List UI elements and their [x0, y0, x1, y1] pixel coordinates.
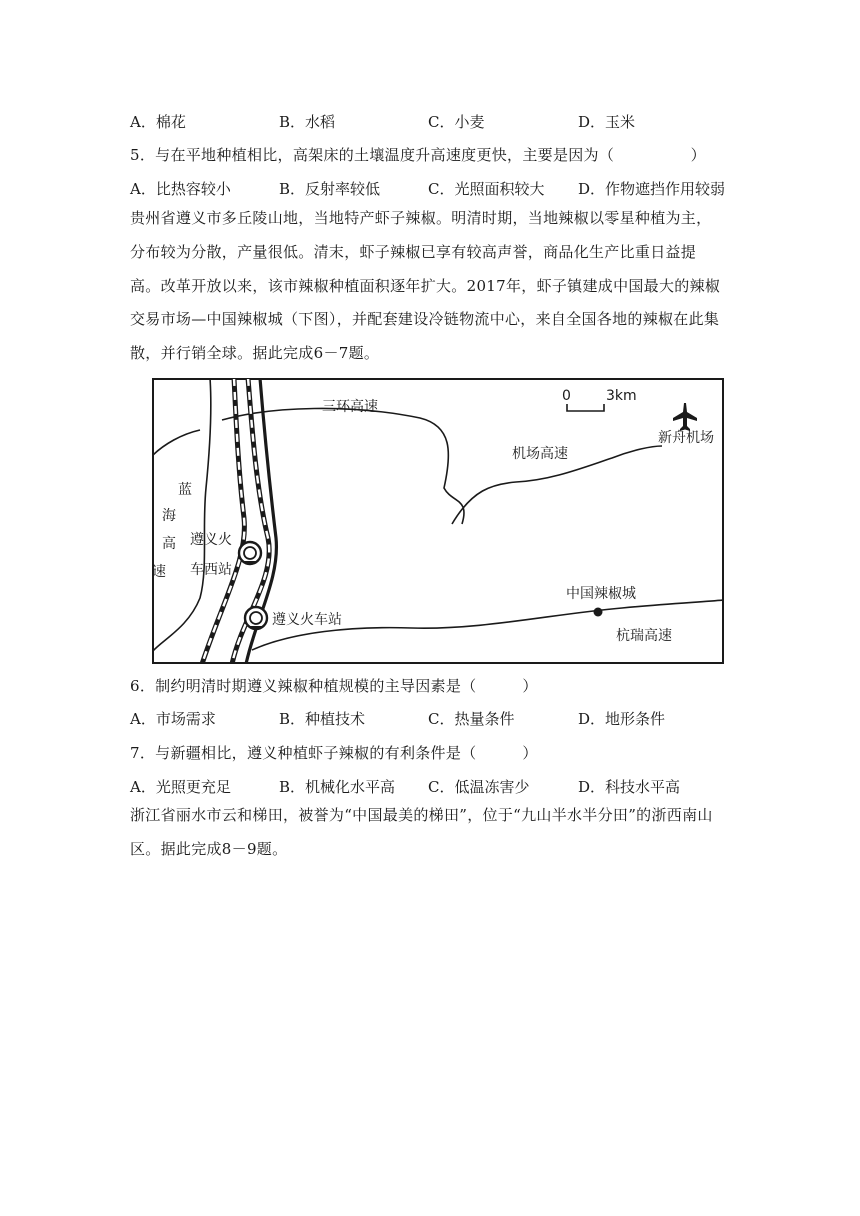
q5-option-c: C．光照面积较大 — [428, 180, 545, 198]
passage-zunyi-pepper: 贵州省遵义市多丘陵山地，当地特产虾子辣椒。明清时期，当地辣椒以零星种植为主，分布较为分散，产量很低。清末，虾子辣椒已享有较高声誉，商品化生产比重日益提高。改革开放以来，该市辣椒种植面积逐年扩大。2017年，虾子镇建成中国最大的辣椒交易市场—中国辣椒城（下图），并配套建设冷链物流中心，来自全国各地的辣椒在此集散，并行销全球。据此完成6－7题。 — [130, 209, 721, 363]
q7-option-c: C．低温冻害少 — [428, 778, 530, 796]
q5-option-b: B．反射率较低 — [279, 180, 381, 198]
label-ring-road: 三环高速 — [322, 399, 378, 415]
q5-option-a: A．比热容较小 — [130, 180, 231, 198]
q5-stem: 5．与在平地种植相比，高架床的土壤温度升高速度更快，主要是因为（ ） — [130, 146, 706, 164]
q6-option-b: B．种植技术 — [279, 710, 366, 728]
west-station-icon — [239, 542, 261, 564]
q4-option-a: A．棉花 — [130, 113, 186, 131]
label-scale-zero: 0 — [562, 388, 571, 404]
label-lanhai-3: 高 — [162, 536, 176, 552]
q4-option-c: C．小麦 — [428, 113, 485, 131]
q7-option-d: D．科技水平高 — [578, 778, 681, 796]
q7-options — [130, 777, 730, 797]
q6-stem: 6．制约明清时期遵义辣椒种植规模的主导因素是（ ） — [130, 677, 538, 695]
pepper-city-point — [594, 608, 603, 617]
q6-option-d: D．地形条件 — [578, 710, 666, 728]
q5-options — [130, 179, 730, 199]
label-pepper-city: 中国辣椒城 — [566, 586, 636, 602]
q7-stem: 7．与新疆相比，遵义种植虾子辣椒的有利条件是（ ） — [130, 744, 538, 762]
main-station-icon — [245, 607, 267, 629]
q6-options — [130, 709, 730, 729]
q7-option-b: B．机械化水平高 — [279, 778, 396, 796]
label-lanhai-2: 海 — [162, 508, 176, 524]
q6-option-c: C．热量条件 — [428, 710, 515, 728]
q4-option-d: D．玉米 — [578, 113, 636, 131]
label-main-station: 遵义火车站 — [272, 612, 342, 628]
q4-option-b: B．水稻 — [279, 113, 336, 131]
label-airport-road: 机场高速 — [512, 446, 568, 462]
q5-option-d: D．作物遮挡作用较弱 — [578, 180, 726, 198]
passage-yunhe-terraces: 浙江省丽水市云和梯田，被誉为“中国最美的梯田”，位于“九山半水半分田”的浙西南山区。据此完成8－9题。 — [130, 806, 713, 858]
label-airport: 新舟机场 — [658, 430, 714, 446]
q6-option-a: A．市场需求 — [130, 710, 216, 728]
label-hangrui: 杭瑞高速 — [616, 628, 672, 644]
q4-options — [130, 112, 730, 132]
label-west-station-2: 车西站 — [190, 562, 232, 578]
label-lanhai-1: 蓝 — [178, 482, 192, 498]
q7-option-a: A．光照更充足 — [130, 778, 231, 796]
label-scale-km: 3km — [606, 388, 637, 404]
label-lanhai-4: 速 — [152, 564, 166, 580]
zunyi-map-svg — [152, 378, 724, 664]
label-west-station-1: 遵义火 — [190, 532, 232, 548]
zunyi-map — [152, 378, 724, 664]
